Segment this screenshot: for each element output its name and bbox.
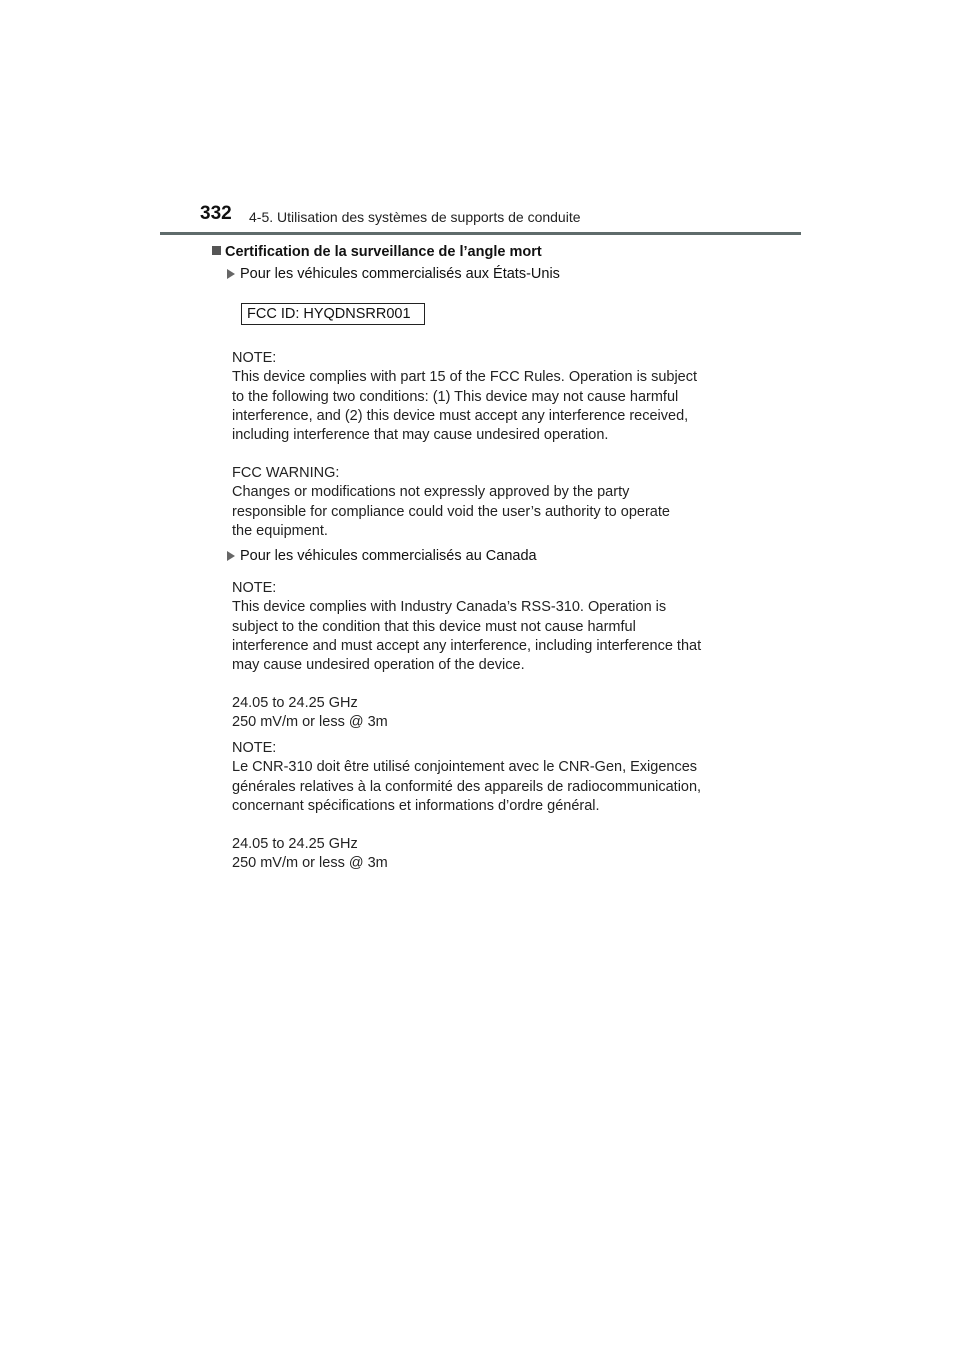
warning-line: Changes or modifications not expressly approved by the party xyxy=(232,484,630,501)
header-divider xyxy=(160,232,801,235)
spec-line: 250 mV/m or less @ 3m xyxy=(232,855,388,872)
note-title: NOTE: xyxy=(232,350,277,366)
note-line: This device complies with part 15 of the FCC Rules. Operation is subject xyxy=(232,369,698,386)
spec-line: 24.05 to 24.25 GHz xyxy=(232,836,358,852)
canada-note2-block xyxy=(232,739,752,816)
triangle-bullet-icon xyxy=(227,269,235,279)
note-line: to the following two conditions: (1) This device may not cause harmful xyxy=(232,388,679,405)
usa-note-block xyxy=(232,349,752,445)
warning-title: FCC WARNING: xyxy=(232,465,340,481)
canada-subhead-text: Pour les véhicules commercialisés au Canada xyxy=(240,548,537,564)
canada-spec1-block xyxy=(232,694,752,733)
canada-note1-block xyxy=(232,579,752,675)
triangle-bullet-icon xyxy=(227,551,235,561)
section-title: 4-5. Utilisation des systèmes de supports de conduite xyxy=(249,209,581,225)
page-number: 332 xyxy=(200,203,232,224)
note-line: subject to the condition that this device must not cause harmful xyxy=(232,618,636,635)
certification-heading xyxy=(212,244,542,260)
square-bullet-icon xyxy=(212,246,221,255)
canada-spec2-block xyxy=(232,835,752,874)
warning-line: the equipment. xyxy=(232,522,328,539)
note-line: Le CNR-310 doit être utilisé conjointement avec le CNR-Gen, Exigences xyxy=(232,759,698,776)
heading-text: Certification de la surveillance de l’angle mort xyxy=(225,244,542,260)
note-line: may cause undesired operation of the device. xyxy=(232,657,525,674)
note-title: NOTE: xyxy=(232,580,277,596)
note-line: including interference that may cause undesired operation. xyxy=(232,427,609,444)
note-line: concernant spécifications et informations d’ordre général. xyxy=(232,797,600,814)
note-line: interference and must accept any interference, including interference that xyxy=(232,637,702,654)
spec-line: 250 mV/m or less @ 3m xyxy=(232,714,388,731)
note-title: NOTE: xyxy=(232,740,277,756)
usa-subhead-text: Pour les véhicules commercialisés aux États-Unis xyxy=(240,266,560,282)
usa-warning-block xyxy=(232,464,752,541)
note-line: This device complies with Industry Canada’s RSS-310. Operation is xyxy=(232,599,667,616)
note-line: interference, and (2) this device must accept any interference received, xyxy=(232,407,689,424)
spec-line: 24.05 to 24.25 GHz xyxy=(232,695,358,711)
fcc-id-box: FCC ID: HYQDNSRR001 xyxy=(241,303,425,325)
usa-subhead xyxy=(227,266,560,282)
canada-subhead xyxy=(227,548,537,564)
note-line: générales relatives à la conformité des appareils de radiocommunication, xyxy=(232,778,702,795)
warning-line: responsible for compliance could void the user’s authority to operate xyxy=(232,503,670,520)
